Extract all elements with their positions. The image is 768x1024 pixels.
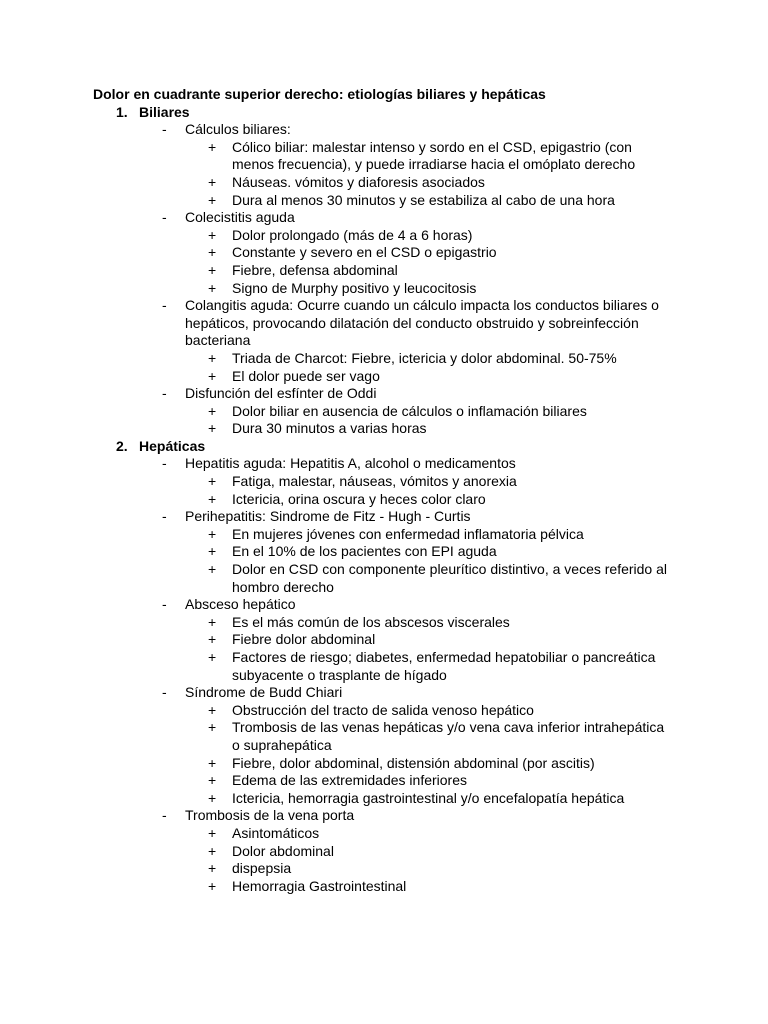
bullet-marker: + xyxy=(208,367,217,384)
sub-list-item xyxy=(0,280,768,298)
sub-list-item xyxy=(0,579,768,597)
bullet-marker: - xyxy=(162,596,167,613)
bullet-marker: + xyxy=(208,402,217,419)
sub-list-item xyxy=(0,702,768,720)
bullet-marker: + xyxy=(208,631,217,648)
list-item xyxy=(0,508,768,526)
sub-list-item xyxy=(0,614,768,632)
list-item xyxy=(0,121,768,139)
sub-list-item xyxy=(0,561,768,579)
list-item-text: Asintomáticos xyxy=(232,824,320,841)
list-item-text: Absceso hepático xyxy=(185,596,296,613)
list-item-text: Cólico biliar: malestar intenso y sordo en el CSD, epigastrio (con xyxy=(232,138,632,155)
list-item-text: Síndrome de Budd Chiari xyxy=(185,684,343,701)
list-item-text: Hemorragia Gastrointestinal xyxy=(232,877,407,894)
sub-list-item xyxy=(0,543,768,561)
list-item-text: Dolor prolongado (más de 4 a 6 horas) xyxy=(232,226,473,243)
bullet-marker: + xyxy=(208,543,217,560)
list-item xyxy=(0,455,768,473)
sub-list-item xyxy=(0,843,768,861)
list-item-text: o suprahepática xyxy=(232,736,332,753)
list-item-text: Ictericia, hemorragia gastrointestinal y/o encefalopatía hepática xyxy=(232,789,625,806)
list-item-text: Colecistitis aguda xyxy=(185,209,295,226)
list-item-text: Fiebre, defensa abdominal xyxy=(232,261,398,278)
list-item xyxy=(0,209,768,227)
section-number: 2. xyxy=(116,437,128,454)
list-item-text: Constante y severo en el CSD o epigastrio xyxy=(232,244,497,261)
sub-list-item xyxy=(0,737,768,755)
list-item-text: dispepsia xyxy=(232,860,292,877)
bullet-marker: + xyxy=(208,173,217,190)
bullet-marker: - xyxy=(162,209,167,226)
list-item-text: Trombosis de las venas hepáticas y/o vena cava inferior intrahepática xyxy=(232,719,665,736)
sub-list-item xyxy=(0,244,768,262)
bullet-marker: + xyxy=(208,824,217,841)
list-item-text: En mujeres jóvenes con enfermedad inflamatoria pélvica xyxy=(232,525,584,542)
bullet-marker: + xyxy=(208,561,217,578)
bullet-marker: + xyxy=(208,613,217,630)
bullet-marker: + xyxy=(208,789,217,806)
sub-list-item xyxy=(0,667,768,685)
bullet-marker: + xyxy=(208,244,217,261)
bullet-marker: + xyxy=(208,772,217,789)
sub-list-item xyxy=(0,491,768,509)
bullet-marker: + xyxy=(208,525,217,542)
sub-list-item xyxy=(0,139,768,157)
list-item-text: Edema de las extremidades inferiores xyxy=(232,772,468,789)
sub-list-item xyxy=(0,719,768,737)
sub-list-item xyxy=(0,227,768,245)
list-item-text: Trombosis de la vena porta xyxy=(185,807,355,824)
section-heading: Biliares xyxy=(139,103,190,120)
sub-list-item xyxy=(0,262,768,280)
bullet-marker: + xyxy=(208,754,217,771)
list-item-text: El dolor puede ser vago xyxy=(232,367,380,384)
list-item-text: Fiebre, dolor abdominal, distensión abdominal (por ascitis) xyxy=(232,754,595,771)
list-item-text: Triada de Charcot: Fiebre, ictericia y dolor abdominal. 50-75% xyxy=(232,349,617,366)
bullet-marker: - xyxy=(162,385,167,402)
document-outline xyxy=(0,104,768,896)
list-item-text: hepáticos, provocando dilatación del conducto obstruido y sobreinfección xyxy=(185,314,639,331)
list-item-text: subyacente o trasplante de hígado xyxy=(232,666,447,683)
list-item-text: Fatiga, malestar, náuseas, vómitos y anorexia xyxy=(232,473,517,490)
bullet-marker: + xyxy=(208,473,217,490)
bullet-marker: - xyxy=(162,684,167,701)
section-number: 1. xyxy=(116,103,128,120)
bullet-marker: - xyxy=(162,297,167,314)
bullet-marker: + xyxy=(208,349,217,366)
list-item-text: bacteriana xyxy=(185,332,251,349)
sub-list-item xyxy=(0,174,768,192)
bullet-marker: + xyxy=(208,701,217,718)
list-item-text: Disfunción del esfínter de Oddi xyxy=(185,385,377,402)
list-item-text: Hepatitis aguda: Hepatitis A, alcohol o medicamentos xyxy=(185,455,516,472)
sub-list-item xyxy=(0,473,768,491)
list-item-text: Dura al menos 30 minutos y se estabiliza al cabo de una hora xyxy=(232,191,615,208)
list-item-text: Factores de riesgo; diabetes, enfermedad hepatobiliar o pancreática xyxy=(232,649,656,665)
bullet-marker: - xyxy=(162,807,167,824)
list-item-text: Perihepatitis: Sindrome de Fitz - Hugh - Curtis xyxy=(185,508,471,525)
section-heading: Hepáticas xyxy=(139,437,206,454)
sub-list-item xyxy=(0,772,768,790)
bullet-marker: - xyxy=(162,508,167,525)
bullet-marker: - xyxy=(162,455,167,472)
list-item-text: En el 10% de los pacientes con EPI aguda xyxy=(232,543,497,560)
list-item-text: Obstrucción del tracto de salida venoso hepático xyxy=(232,701,534,718)
sub-list-item xyxy=(0,368,768,386)
sub-list-item xyxy=(0,825,768,843)
bullet-marker: + xyxy=(208,226,217,243)
bullet-marker: + xyxy=(208,261,217,278)
bullet-marker: + xyxy=(208,649,217,665)
list-item-text: Colangitis aguda: Ocurre cuando un cálculo impacta los conductos biliares o xyxy=(185,297,659,314)
bullet-marker: + xyxy=(208,420,217,437)
sub-list-item xyxy=(0,403,768,421)
list-item-text: Dura 30 minutos a varias horas xyxy=(232,420,427,437)
bullet-marker: + xyxy=(208,860,217,877)
sub-list-item xyxy=(0,649,768,667)
list-item xyxy=(0,315,768,333)
sub-list-item xyxy=(0,878,768,896)
list-item xyxy=(0,332,768,350)
bullet-marker: + xyxy=(208,279,217,296)
document-title: Dolor en cuadrante superior derecho: etiologías biliares y hepáticas xyxy=(93,86,546,102)
sub-list-item xyxy=(0,420,768,438)
list-item xyxy=(0,297,768,315)
bullet-marker: + xyxy=(208,138,217,155)
bullet-marker: + xyxy=(208,842,217,859)
list-item-text: hombro derecho xyxy=(232,578,334,595)
sub-list-item xyxy=(0,192,768,210)
bullet-marker: - xyxy=(162,121,167,138)
list-item-text: Dolor biliar en ausencia de cálculos o inflamación biliares xyxy=(232,402,587,419)
list-item xyxy=(0,807,768,825)
bullet-marker: + xyxy=(208,191,217,208)
list-item xyxy=(0,596,768,614)
list-item-text: menos frecuencia), y puede irradiarse hacia el omóplato derecho xyxy=(232,156,636,173)
bullet-marker: + xyxy=(208,490,217,507)
bullet-marker: + xyxy=(208,719,217,736)
section-header xyxy=(0,104,768,122)
sub-list-item xyxy=(0,860,768,878)
list-item-text: Ictericia, orina oscura y heces color claro xyxy=(232,490,486,507)
list-item-text: Dolor abdominal xyxy=(232,842,334,859)
sub-list-item xyxy=(0,790,768,808)
section-header xyxy=(0,438,768,456)
list-item-text: Náuseas. vómitos y diaforesis asociados xyxy=(232,173,485,190)
list-item-text: Fiebre dolor abdominal xyxy=(232,631,376,648)
sub-list-item xyxy=(0,631,768,649)
sub-list-item xyxy=(0,350,768,368)
sub-list-item xyxy=(0,755,768,773)
list-item-text: Signo de Murphy positivo y leucocitosis xyxy=(232,279,477,296)
sub-list-item xyxy=(0,156,768,174)
list-item xyxy=(0,385,768,403)
list-item-text: Cálculos biliares: xyxy=(185,121,291,138)
sub-list-item xyxy=(0,526,768,544)
list-item xyxy=(0,684,768,702)
bullet-marker: + xyxy=(208,877,217,894)
list-item-text: Es el más común de los abscesos viscerales xyxy=(232,613,510,630)
list-item-text: Dolor en CSD con componente pleurítico distintivo, a veces referido al xyxy=(232,561,667,578)
